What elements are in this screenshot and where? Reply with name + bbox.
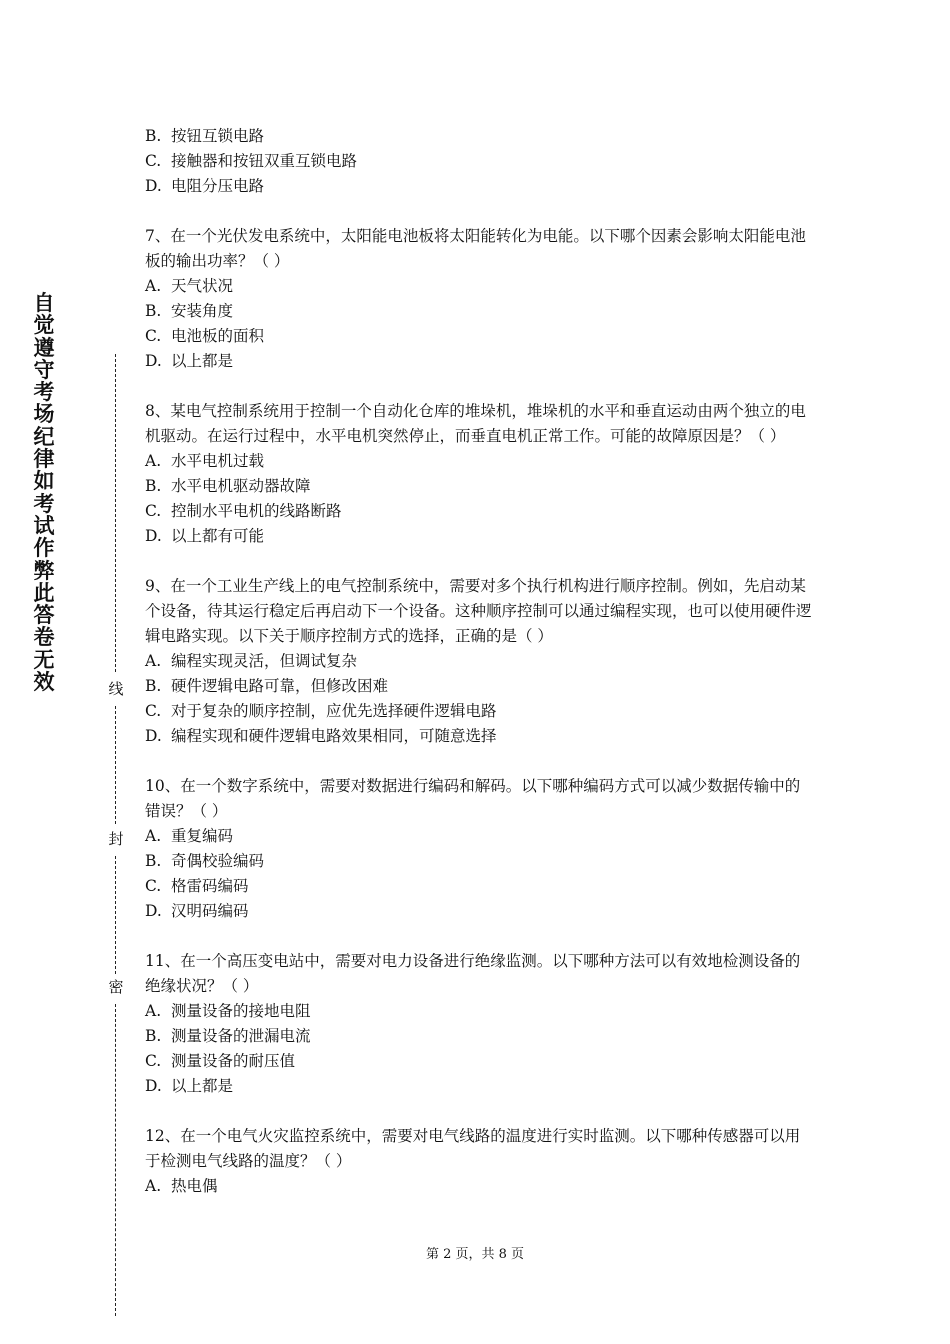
question-text: 10、在一个数字系统中，需要对数据进行编码和解码。以下哪种编码方式可以减少数据传输中的错误？（ ） <box>145 777 801 820</box>
option: B. 奇偶校验编码 <box>145 852 265 870</box>
binding-notice: 自觉遵守考场纪律如考试作弊此答卷无效 <box>33 291 55 695</box>
option: B. 水平电机驱动器故障 <box>145 477 311 495</box>
option: C. 对于复杂的顺序控制，应优先选择硬件逻辑电路 <box>145 702 497 720</box>
option: C. 接触器和按钮双重互锁电路 <box>145 152 358 170</box>
option: B. 按钮互锁电路 <box>145 127 265 145</box>
option: A. 热电偶 <box>145 1177 218 1195</box>
option: A. 水平电机过载 <box>145 452 265 470</box>
option: D. 以上都是 <box>145 1077 234 1095</box>
option: A. 编程实现灵活，但调试复杂 <box>145 652 358 670</box>
question-10 <box>145 774 815 924</box>
question-7 <box>145 224 815 374</box>
option: B. 硬件逻辑电路可靠，但修改困难 <box>145 677 389 695</box>
option: C. 控制水平电机的线路断路 <box>145 502 342 520</box>
question-text: 12、在一个电气火灾监控系统中，需要对电气线路的温度进行实时监测。以下哪种传感器可以用于检测电气线路的温度？（ ） <box>145 1127 801 1170</box>
seal-label-line: 线 <box>108 680 124 698</box>
question-9 <box>145 574 815 749</box>
seal-label-seal: 封 <box>108 830 124 848</box>
option: C. 电池板的面积 <box>145 327 265 345</box>
binding-dashed-line <box>115 1004 116 1316</box>
question-8 <box>145 399 815 549</box>
binding-dashed-line <box>115 706 116 824</box>
option: D. 汉明码编码 <box>145 902 249 920</box>
question-text: 7、在一个光伏发电系统中，太阳能电池板将太阳能转化为电能。以下哪个因素会影响太阳能电池板的输出功率？（ ） <box>145 227 806 270</box>
option: B. 测量设备的泄漏电流 <box>145 1027 311 1045</box>
page-footer: 第 2 页，共 8 页 <box>425 1247 525 1262</box>
option: D. 以上都是 <box>145 352 234 370</box>
binding-dashed-line <box>115 856 116 974</box>
question-text: 11、在一个高压变电站中，需要对电力设备进行绝缘监测。以下哪种方法可以有效地检测设备的绝缘状况？（ ） <box>145 952 801 995</box>
seal-label-secret: 密 <box>108 978 124 996</box>
option: D. 电阻分压电路 <box>145 177 265 195</box>
option: D. 编程实现和硬件逻辑电路效果相同，可随意选择 <box>145 727 497 745</box>
question-text: 9、在一个工业生产线上的电气控制系统中，需要对多个执行机构进行顺序控制。例如，先启动某个设备，待其运行稳定后再启动下一个设备。这种顺序控制可以通过编程实现，也可以使用硬件逻辑电路实现。以下关于顺序控制方式的选择，正确的是（ ） <box>145 577 812 645</box>
option: D. 以上都有可能 <box>145 527 265 545</box>
option: B. 安装角度 <box>145 302 234 320</box>
option: C. 格雷码编码 <box>145 877 249 895</box>
option: A. 测量设备的接地电阻 <box>145 1002 311 1020</box>
exam-content <box>145 124 815 1199</box>
option: A. 重复编码 <box>145 827 234 845</box>
binding-dashed-line <box>115 354 116 672</box>
question-11 <box>145 949 815 1099</box>
question-text: 8、某电气控制系统用于控制一个自动化仓库的堆垛机，堆垛机的水平和垂直运动由两个独立的电机驱动。在运行过程中，水平电机突然停止，而垂直电机正常工作。可能的故障原因是？（ ） <box>145 402 806 445</box>
carryover-options <box>145 124 815 199</box>
question-12 <box>145 1124 815 1199</box>
option: A. 天气状况 <box>145 277 234 295</box>
option: C. 测量设备的耐压值 <box>145 1052 296 1070</box>
